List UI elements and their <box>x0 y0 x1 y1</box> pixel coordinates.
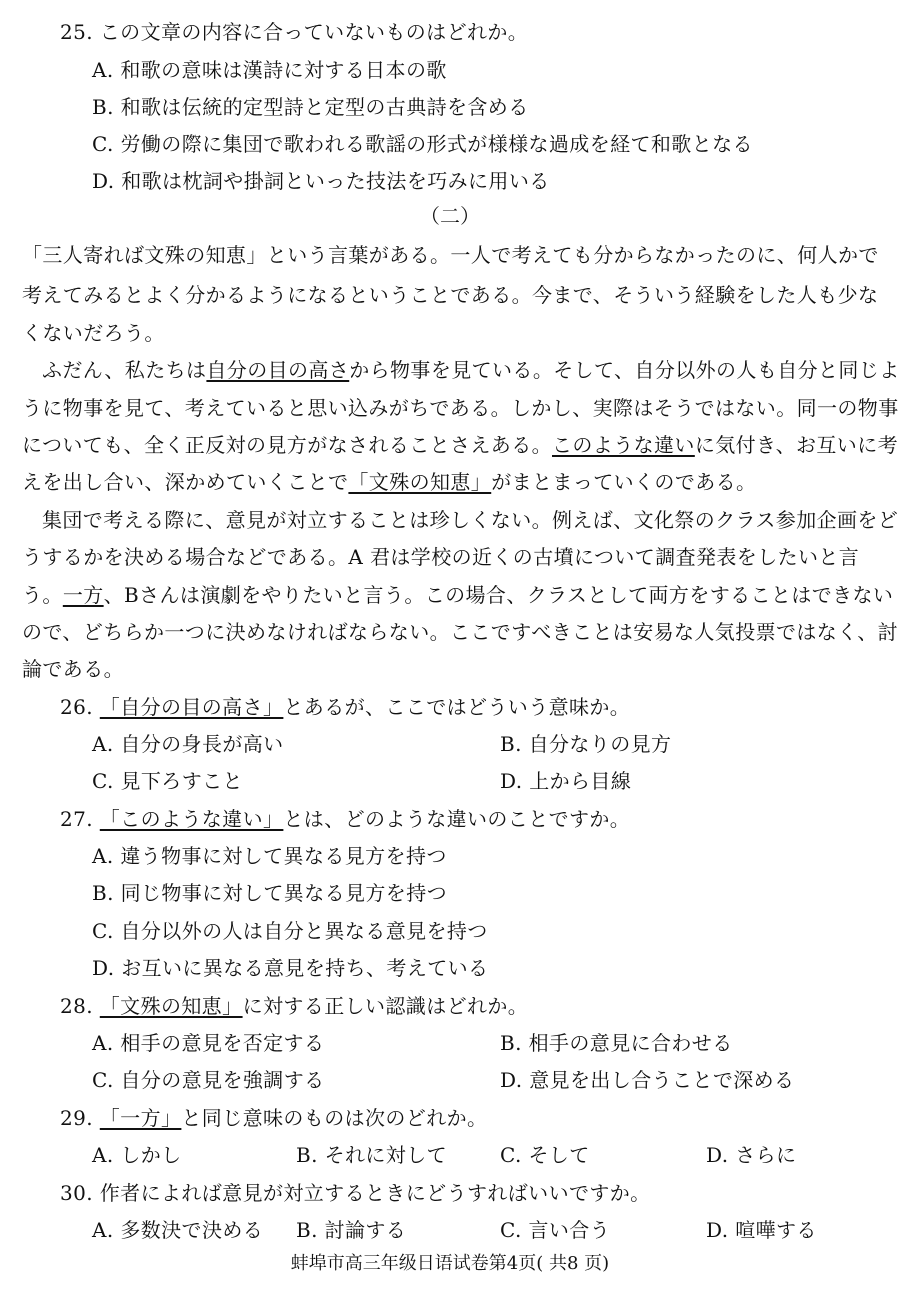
passage-p3-line3 <box>22 583 893 607</box>
q25-option-a: A. 和歌の意味は漢詩に対する日本の歌 <box>92 58 447 82</box>
passage-p1-line3: くないだろう。 <box>22 321 165 345</box>
passage-p3-line4: ので、どちらか一つに決めなければならない。ここですべきことは安易な人気投票ではなく、討 <box>22 620 898 644</box>
q30-option-a: A. 多数決で決める <box>92 1218 264 1242</box>
q28-number: 28. <box>60 994 94 1018</box>
q25-stem: 25. この文章の内容に合っていないものはどれか。 <box>60 20 529 44</box>
passage-p2-line3 <box>22 433 898 457</box>
q29-stem <box>60 1106 487 1130</box>
passage-text: に気付き、お互いに考 <box>694 433 899 457</box>
q25-option-d: D. 和歌は枕詞や掛詞といった技法を巧みに用いる <box>92 169 550 193</box>
q28-option-a: A. 相手の意見を否定する <box>92 1031 325 1055</box>
q27-option-a: A. 違う物事に対して異なる見方を持つ <box>92 844 447 868</box>
q30-option-d: D. 喧嘩する <box>706 1218 817 1242</box>
passage-p1-line2: 考えてみるとよく分かるようになるということである。今まで、そういう経験をした人も少な <box>22 283 879 307</box>
q27-option-c: C. 自分以外の人は自分と異なる意見を持つ <box>92 919 488 943</box>
q27-stem <box>60 807 630 831</box>
q26-option-c: C. 見下ろすこと <box>92 769 243 793</box>
section-title: （二） <box>420 204 480 228</box>
passage-text: についても、全く正反対の見方がなされることさえある。 <box>22 433 552 457</box>
passage-p2-line4 <box>22 470 756 494</box>
q26-option-d: D. 上から目線 <box>500 769 632 793</box>
q29-number: 29. <box>60 1106 94 1130</box>
underlined-phrase-meyasu: 自分の目の高さ <box>206 358 350 382</box>
q28-text: に対する正しい認識はどれか。 <box>242 994 529 1018</box>
q26-quote: 「自分の目の高さ」 <box>99 695 284 719</box>
q29-quote: 「一方」 <box>99 1106 182 1130</box>
q28-quote: 「文殊の知恵」 <box>99 994 243 1018</box>
passage-text: がまとまっていくのである。 <box>491 470 757 494</box>
passage-text: えを出し合い、深かめていくことで <box>22 470 349 494</box>
q29-option-c: C. そして <box>500 1143 590 1167</box>
q30-option-c: C. 言い合う <box>500 1218 611 1242</box>
q26-option-a: A. 自分の身長が高い <box>92 732 284 756</box>
q28-option-c: C. 自分の意見を強調する <box>92 1068 325 1092</box>
underlined-phrase-chigai: このような違い <box>552 433 695 457</box>
passage-text: 、Bさんは演劇をやりたいと言う。この場合、クラスとして両方をすることはできない <box>103 583 894 607</box>
q26-stem <box>60 695 630 719</box>
q26-text: とあるが、ここではどういう意味か。 <box>283 695 631 719</box>
q27-option-d: D. お互いに異なる意見を持ち、考えている <box>92 956 489 980</box>
q27-number: 27. <box>60 807 94 831</box>
passage-p3-line5: 論である。 <box>22 657 124 681</box>
q28-option-b: B. 相手の意見に合わせる <box>500 1031 733 1055</box>
passage-p3-line1: 集団で考える際に、意見が対立することは珍しくない。例えば、文化祭のクラス参加企画をど <box>42 508 899 532</box>
q29-option-d: D. さらに <box>706 1143 797 1167</box>
q26-option-b: B. 自分なりの見方 <box>500 732 672 756</box>
q26-number: 26. <box>60 695 94 719</box>
underlined-phrase-ippou: 一方 <box>62 583 104 607</box>
passage-text: から物事を見ている。そして、自分以外の人も自分と同じよ <box>349 358 900 382</box>
q28-option-d: D. 意見を出し合うことで深める <box>500 1068 795 1092</box>
q27-quote: 「このような違い」 <box>99 807 284 831</box>
passage-text: ふだん、私たちは <box>42 358 207 382</box>
passage-text: う。 <box>22 583 63 607</box>
q29-option-b: B. それに対して <box>296 1143 448 1167</box>
q28-stem <box>60 994 528 1018</box>
passage-p2-line2: うに物事を見て、考えていると思い込みがちである。しかし、実際はそうではない。同一の物事 <box>22 396 899 420</box>
q29-text: と同じ意味のものは次のどれか。 <box>181 1106 488 1130</box>
q30-option-b: B. 討論する <box>296 1218 407 1242</box>
page-footer: 蚌埠市高三年级日语试卷第4页( 共8 页) <box>290 1253 610 1274</box>
q25-option-c: C. 労働の際に集団で歌われる歌謡の形式が様様な過成を経て和歌となる <box>92 132 753 156</box>
q30-stem: 30. 作者によれば意見が対立するときにどうすればいいですか。 <box>60 1181 651 1205</box>
underlined-phrase-monju: 「文殊の知恵」 <box>348 470 492 494</box>
q27-text: とは、どのような違いのことですか。 <box>283 807 631 831</box>
passage-p1-line1: 「三人寄れば文殊の知恵」という言葉がある。一人で考えても分からなかったのに、何人かで <box>22 243 879 267</box>
passage-p2-line1 <box>42 358 900 382</box>
q27-option-b: B. 同じ物事に対して異なる見方を持つ <box>92 881 448 905</box>
passage-p3-line2: うするかを決める場合などである。A 君は学校の近くの古墳について調査発表をしたいと言 <box>22 545 860 569</box>
q25-option-b: B. 和歌は伝統的定型詩と定型の古典詩を含める <box>92 95 529 119</box>
q29-option-a: A. しかし <box>92 1143 182 1167</box>
